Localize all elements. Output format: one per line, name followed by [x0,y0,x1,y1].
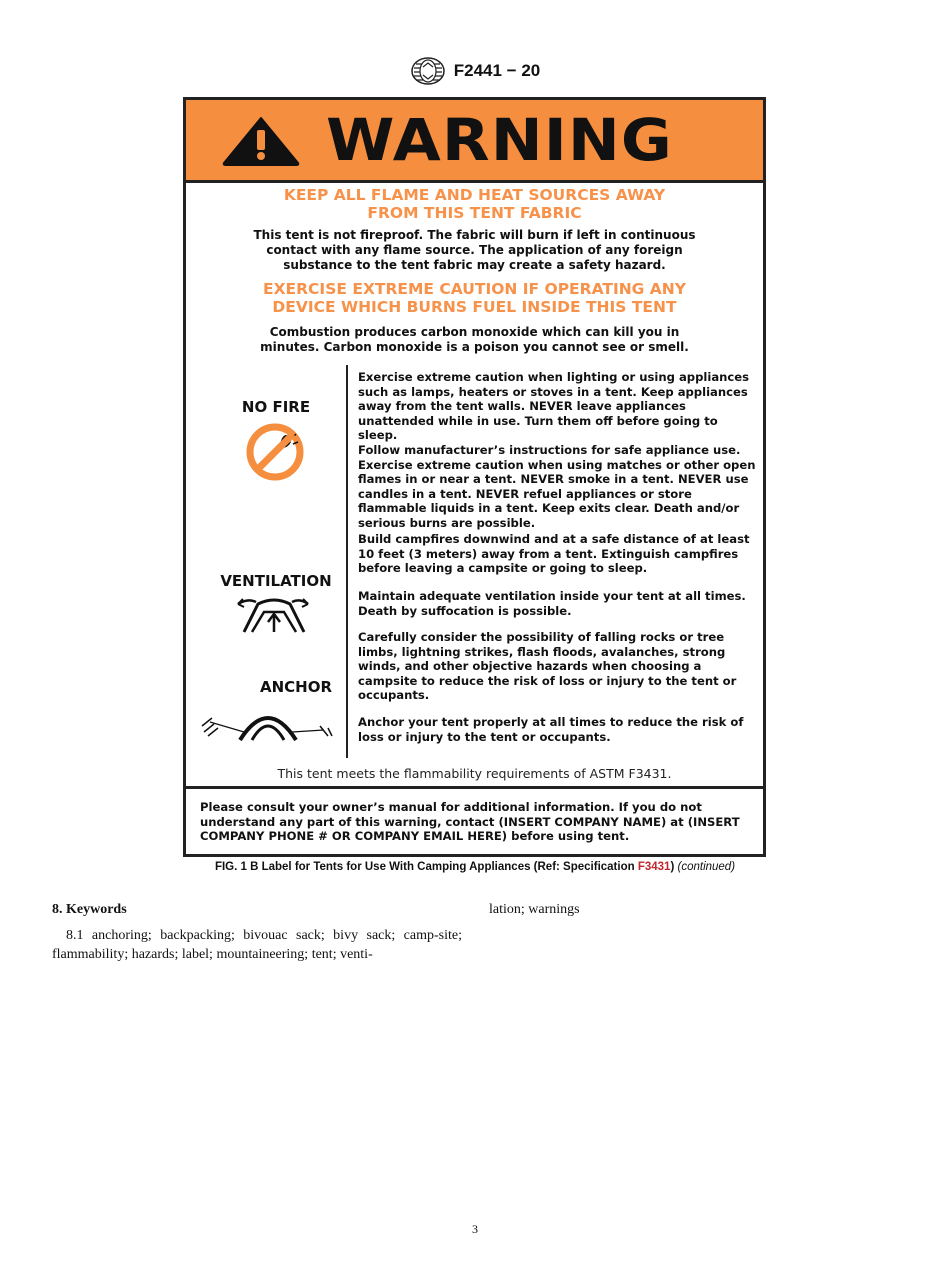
text-line: Follow manufacturer’s instructions for safe appliance use. [358,442,741,457]
text-line: contact with any flame source. The application of any foreign [266,243,683,257]
flammability-statement: This tent meets the flammability requirements of ASTM F3431. [277,766,672,781]
text-line: before leaving a campsite or going to sleep. [358,561,648,576]
text-line: serious burns are possible. [358,515,536,530]
anchor-paragraph [358,715,760,744]
warning-title: WARNING [326,106,673,174]
text-line: Build campfires downwind and at a safe distance of at least [358,532,750,546]
heading-line: FROM THIS TENT FABRIC [367,204,582,222]
text-line: campsite to reduce the risk of loss or injury to the tent or [358,673,737,688]
text-line: Exercise extreme caution when using matches or other open [358,457,756,472]
page-header [0,56,950,91]
fuel-heading [186,280,763,316]
hazards-paragraph [358,630,760,703]
caption-continued: (continued) [677,861,736,873]
text-line: limbs, lightning strikes, flash floods, avalanches, strong [358,644,726,659]
warning-triangle-icon [222,116,300,166]
heading-line: DEVICE WHICH BURNS FUEL INSIDE THIS TENT [272,298,677,316]
text-line: substance to the tent fabric may create a safety hazard. [283,258,666,272]
appliance-caution-paragraph [358,370,760,531]
text-line: 10 feet (3 meters) away from a tent. Extinguish campfires [358,546,739,561]
warning-label [183,97,766,857]
text-line: Combustion produces carbon monoxide which can kill you in [269,325,680,339]
text-line: flammable liquids in a tent. Keep exits clear. Death and/or [358,501,740,516]
text-line: candles in a tent. NEVER refuel appliances or store [358,486,692,501]
fireproof-paragraph [186,228,763,273]
text-line: flames in or near a tent. NEVER smoke in a tent. NEVER use [358,472,749,487]
text-line: Death by suffocation is possible. [358,603,572,618]
keywords-text: 8.1 anchoring; backpacking; bivouac sack; bivy sack; camp-site; flammability; hazards; label; mountaineering; tent; venti- [52,928,462,962]
column-divider [346,365,348,758]
keywords-continuation: lation; warnings [489,902,580,917]
caption-main: FIG. 1 B Label for Tents for Use With Camping Appliances (Ref: Specification [214,861,635,873]
anchor-icon [198,702,338,744]
carbon-monoxide-paragraph [186,325,763,355]
text-line: Maintain adequate ventilation inside your tent at all times. [358,589,746,603]
text-line: Carefully consider the possibility of falling rocks or tree [358,630,725,644]
document-id: F2441 − 20 [453,61,541,80]
divider [186,786,763,789]
spec-reference-link[interactable]: F3431 [637,861,671,873]
text-line: occupants. [358,688,430,703]
text-line: minutes. Carbon monoxide is a poison you cannot see or smell. [260,340,689,354]
consult-paragraph [200,800,752,844]
figure-caption [0,861,950,873]
heading-line: KEEP ALL FLAME AND HEAT SOURCES AWAY [283,186,666,204]
ventilation-heading: VENTILATION [220,572,332,590]
flame-heading [186,186,763,222]
text-line: Please consult your owner’s manual for additional information. If you do not [200,800,702,814]
text-line: Exercise extreme caution when lighting or using appliances [358,370,750,384]
campfire-paragraph [358,532,760,576]
text-line: understand any part of this warning, contact (INSERT COMPANY NAME) at (INSERT [200,814,740,829]
text-line: This tent is not fireproof. The fabric will burn if left in continuous [253,228,696,242]
text-line: unattended while in use. Turn them off before going to sleep. [358,413,718,443]
astm-logo [410,56,446,86]
heading-line: EXERCISE EXTREME CAUTION IF OPERATING ANY [263,280,686,298]
divider [186,180,763,183]
ventilation-icon [234,594,314,636]
text-line: such as lamps, heaters or stoves in a tent. Keep appliances [358,384,748,399]
text-line: away from the tent walls. NEVER leave appliances [358,399,686,414]
text-line: COMPANY PHONE # OR COMPANY EMAIL HERE) before using tent. [200,829,630,844]
anchor-heading: ANCHOR [259,678,333,696]
warning-banner [186,100,763,180]
text-line: Anchor your tent properly at all times to reduce the risk of [358,715,744,729]
text-line: winds, and other objective hazards when choosing a [358,659,702,674]
ventilation-paragraph [358,589,760,618]
page-number: 3 [472,1222,478,1236]
no-fire-icon [236,422,314,482]
no-fire-heading: NO FIRE [241,398,311,416]
caption-close: ) [670,861,675,873]
keywords-heading: 8. Keywords [52,902,127,917]
text-line: loss or injury to the tent or occupants. [358,729,611,744]
